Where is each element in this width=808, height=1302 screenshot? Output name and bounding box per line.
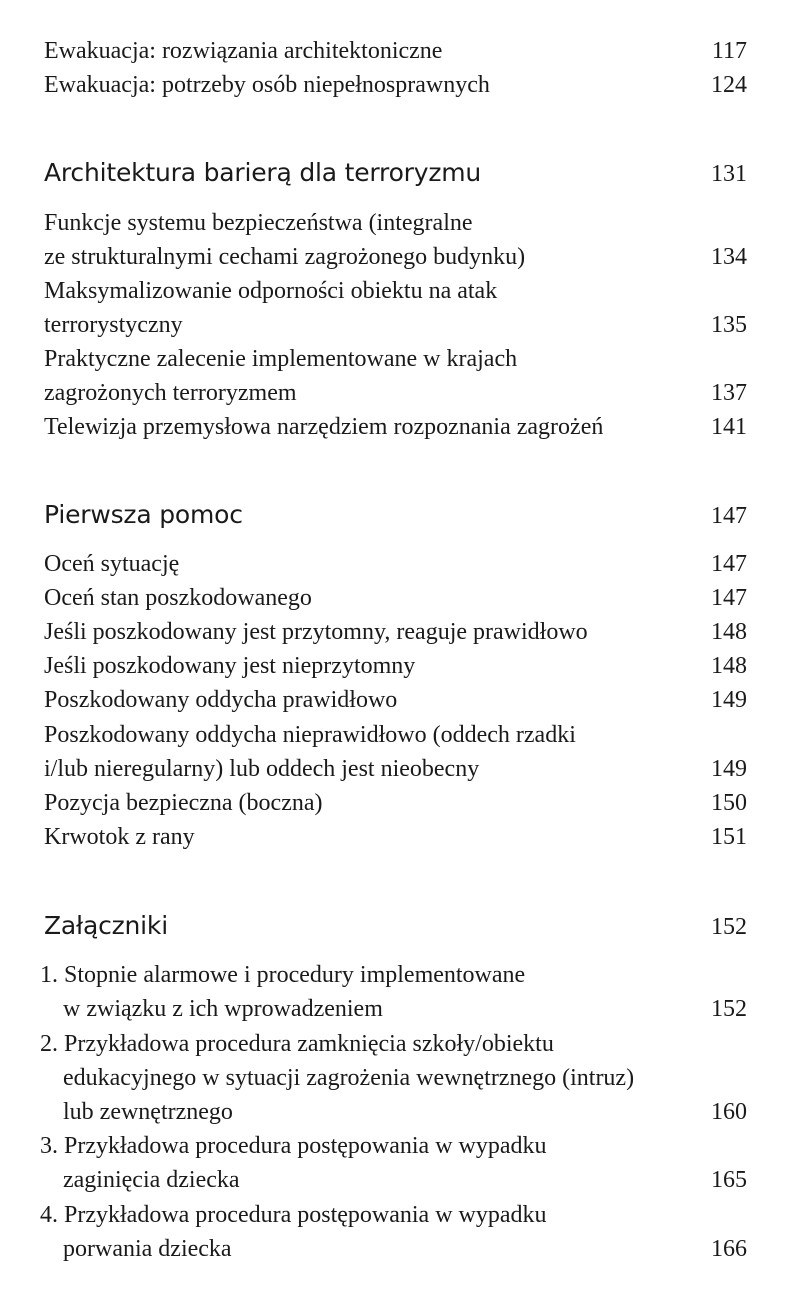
page-number: 148 — [711, 619, 747, 645]
page-number: 165 — [711, 1167, 747, 1193]
entry-text-line: Funkcje systemu bezpieczeństwa (integralne — [44, 210, 473, 236]
page-number: 135 — [711, 312, 747, 338]
page-number: 124 — [711, 72, 747, 98]
entry-text-line: 1. Stopnie alarmowe i procedury implementowane — [40, 962, 526, 988]
entry-text-line: Jeśli poszkodowany jest nieprzytomny — [44, 653, 416, 679]
page-number: 147 — [711, 551, 747, 577]
entry-text-line: lub zewnętrznego — [63, 1099, 233, 1125]
entry-text-line: Oceń stan poszkodowanego — [44, 585, 312, 611]
section-title: Architektura barierą dla terroryzmu — [44, 158, 482, 187]
toc-entry[interactable] — [40, 1198, 747, 1266]
toc-entry[interactable] — [40, 1027, 747, 1129]
entry-text: Ewakuacja: rozwiązania architektoniczne — [44, 38, 443, 64]
page-number: 160 — [711, 1099, 747, 1125]
toc-entry[interactable] — [44, 410, 747, 444]
entry-text-line: Praktyczne zalecenie implementowane w krajach — [44, 346, 518, 372]
entry-text: Ewakuacja: potrzeby osób niepełnosprawnych — [44, 72, 490, 98]
toc-entry[interactable] — [44, 206, 747, 274]
page-number: 166 — [711, 1236, 747, 1262]
toc-entry[interactable] — [44, 547, 747, 581]
toc-entry[interactable] — [44, 718, 747, 786]
toc-entry[interactable] — [40, 958, 747, 1026]
section-heading[interactable] — [44, 500, 747, 530]
toc-entry[interactable] — [44, 581, 747, 615]
page-number: 147 — [711, 585, 747, 611]
section-title: Pierwsza pomoc — [44, 500, 243, 529]
page-number: 137 — [711, 380, 747, 406]
toc-entry[interactable] — [44, 34, 747, 68]
page-number: 134 — [711, 244, 747, 270]
section-heading[interactable] — [44, 911, 747, 941]
entry-text-line: Maksymalizowanie odporności obiektu na atak — [44, 278, 498, 304]
entry-text-line: ze strukturalnymi cechami zagrożonego budynku) — [44, 244, 526, 270]
toc-entry[interactable] — [44, 274, 747, 342]
entry-text-line: Jeśli poszkodowany jest przytomny, reaguje prawidłowo — [44, 619, 588, 645]
entry-text-line: w związku z ich wprowadzeniem — [63, 996, 383, 1022]
entry-text-line: Poszkodowany oddycha nieprawidłowo (oddech rzadki — [44, 722, 576, 748]
toc-entry[interactable] — [44, 342, 747, 410]
toc-entry[interactable] — [44, 820, 747, 854]
page-number: 152 — [711, 996, 747, 1022]
entry-text-line: Oceń sytuację — [44, 551, 180, 577]
entry-text-line: 4. Przykładowa procedura postępowania w wypadku — [40, 1202, 547, 1228]
entry-text-line: i/lub nieregularny) lub oddech jest nieobecny — [44, 756, 480, 782]
page-number: 147 — [711, 503, 747, 529]
page-number: 131 — [711, 161, 747, 187]
entry-text-line: 2. Przykładowa procedura zamknięcia szkoły/obiektu — [40, 1031, 554, 1057]
toc-entry[interactable] — [44, 683, 747, 717]
entry-text-line: zagrożonych terroryzmem — [44, 380, 297, 406]
toc-entry[interactable] — [44, 786, 747, 820]
page-number: 150 — [711, 790, 747, 816]
entry-text-line: Pozycja bezpieczna (boczna) — [44, 790, 323, 816]
toc-entry[interactable] — [44, 615, 747, 649]
entry-text-line: zaginięcia dziecka — [63, 1167, 240, 1193]
entry-text-line: Telewizja przemysłowa narzędziem rozpoznania zagrożeń — [44, 414, 604, 440]
page-number: 117 — [711, 38, 747, 64]
section-heading[interactable] — [44, 158, 747, 188]
entry-text-line: 3. Przykładowa procedura postępowania w wypadku — [40, 1133, 547, 1159]
entry-text-line: porwania dziecka — [63, 1236, 232, 1262]
entry-text-line: Poszkodowany oddycha prawidłowo — [44, 687, 398, 713]
entry-text-line: Krwotok z rany — [44, 824, 195, 850]
toc-entry[interactable] — [44, 68, 747, 102]
page-number: 149 — [711, 687, 747, 713]
entry-text-line: terrorystyczny — [44, 312, 183, 338]
page-number: 148 — [711, 653, 747, 679]
toc-entry[interactable] — [44, 649, 747, 683]
page-number: 151 — [711, 824, 747, 850]
page-number: 152 — [711, 914, 747, 940]
section-title: Załączniki — [44, 911, 168, 940]
page-number: 141 — [711, 414, 747, 440]
toc-entry[interactable] — [40, 1129, 747, 1197]
entry-text-line: edukacyjnego w sytuacji zagrożenia wewnętrznego (intruz) — [63, 1065, 635, 1091]
page-number: 149 — [711, 756, 747, 782]
